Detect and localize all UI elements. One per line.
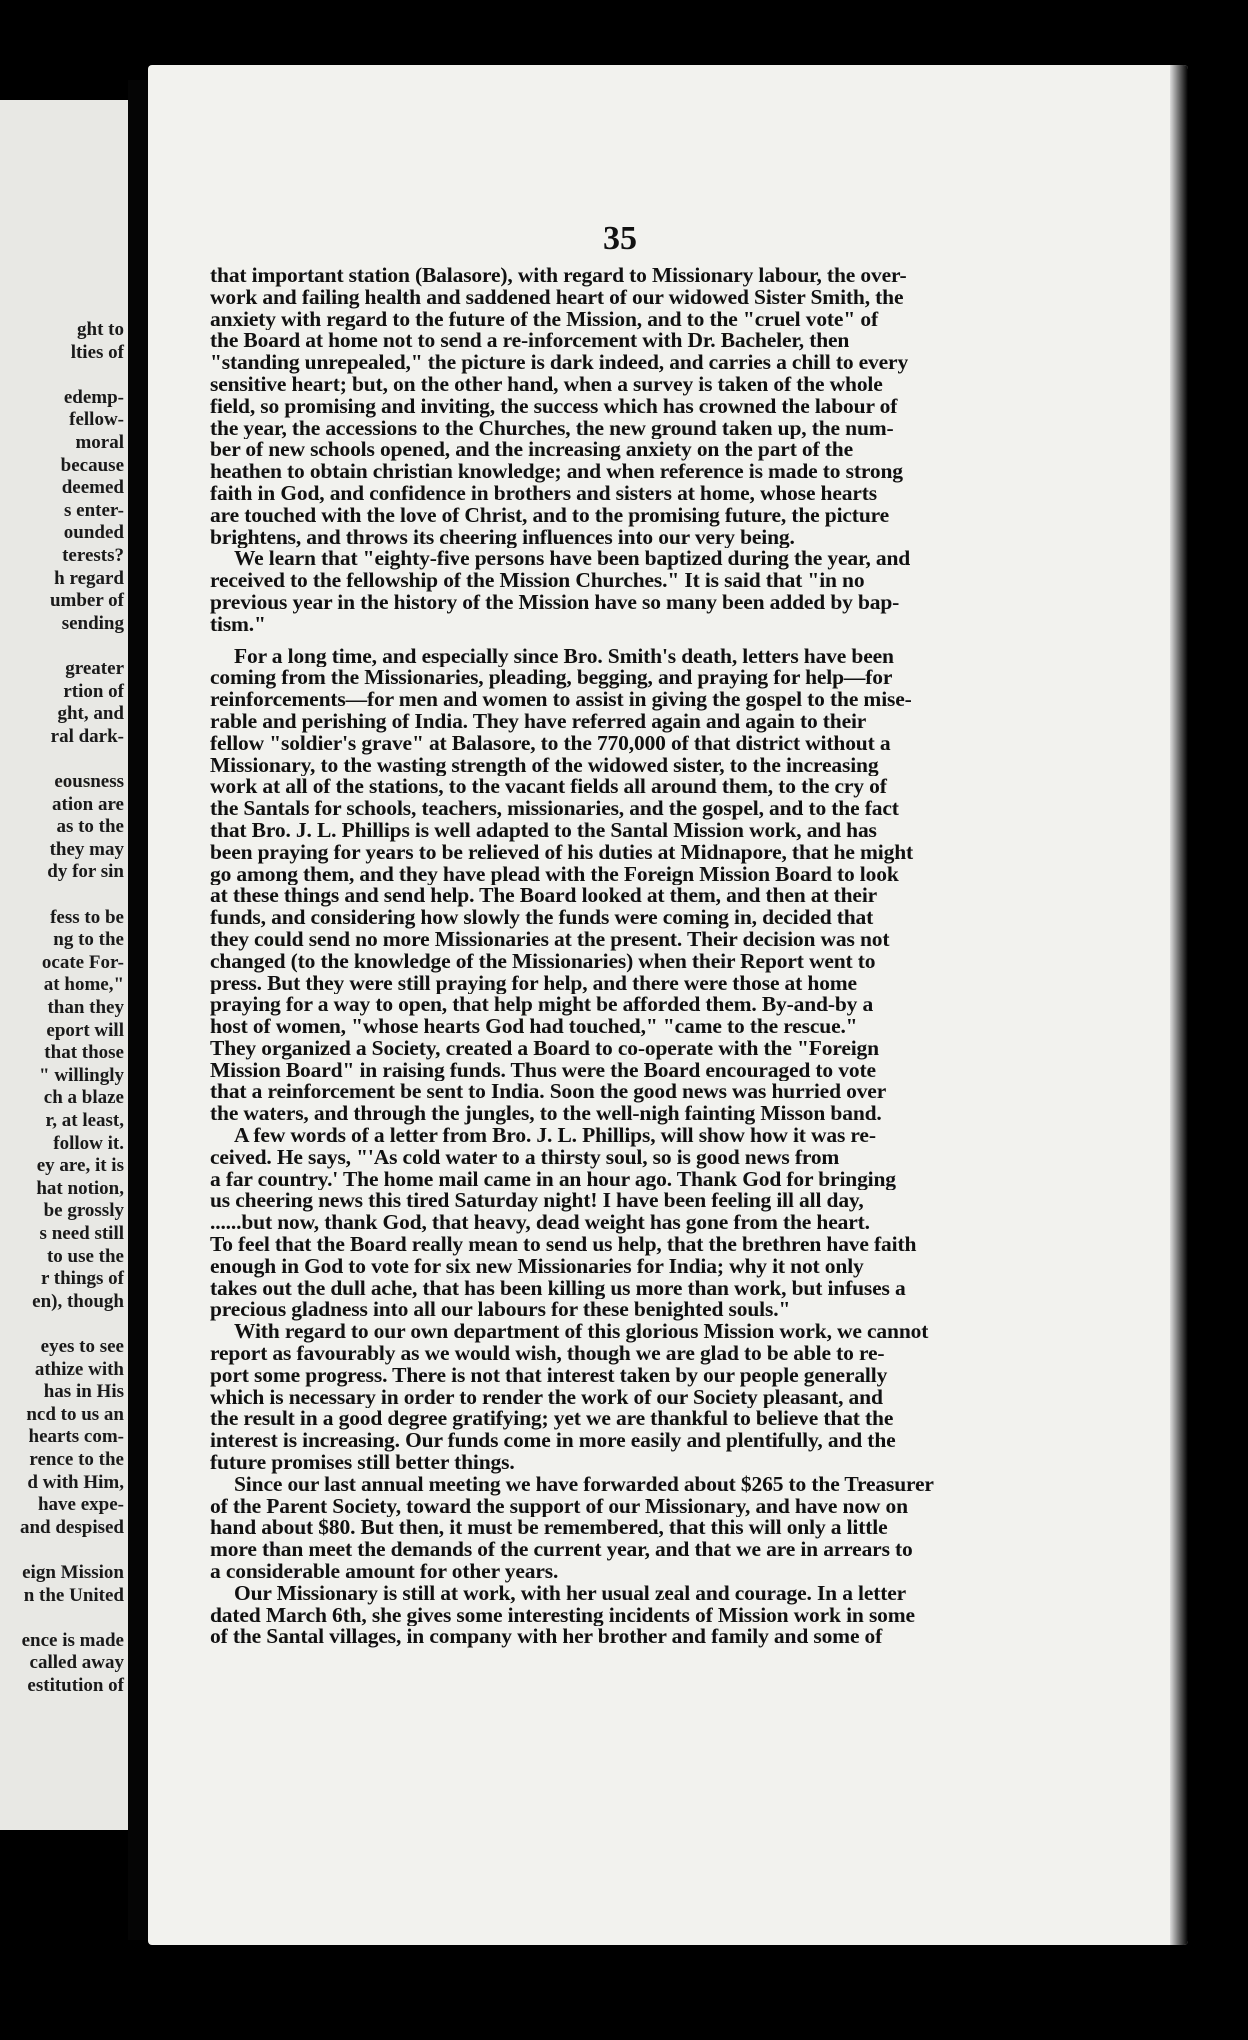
left-page-line: be grossly — [43, 1200, 124, 1222]
left-page-line: they may — [49, 838, 124, 860]
text-line: fellow "soldier's grave" at Balasore, to the 770,000 of that district without a — [210, 732, 891, 755]
text-line: work and failing health and saddened heart of our widowed Sister Smith, the — [210, 286, 904, 309]
left-page-line: called away — [29, 1652, 124, 1674]
text-line: received to the fellowship of the Mission Churches." It is said that "in no — [210, 570, 865, 592]
page-edge — [1170, 65, 1188, 1945]
text-line: the result in a good degree gratifying; yet we are thankful to believe that the — [210, 1408, 894, 1431]
left-page-line: eign Mission — [22, 1562, 124, 1583]
text-line: that important station (Balasore), with regard to Missionary labour, the over- — [210, 265, 907, 287]
text-line: go among them, and they have plead with the Foreign Mission Board to look — [210, 863, 899, 886]
left-page-line: eousness — [54, 771, 124, 792]
left-page-line: sending — [61, 612, 124, 634]
left-page-line: edemp- — [63, 386, 124, 408]
text-line: To feel that the Board really mean to send us help, that the brethren have faith — [210, 1234, 917, 1256]
text-line: coming from the Missionaries, pleading, begging, and praying for help—for — [210, 667, 893, 690]
left-page-line: ght, and — [57, 703, 124, 725]
text-line: that Bro. J. L. Phillips is well adapted to the Santal Mission work, and has — [210, 819, 877, 842]
text-line: heathen to obtain christian knowledge; and when reference is made to strong — [210, 461, 903, 483]
left-page-line: athize with — [34, 1358, 124, 1380]
book-gutter — [128, 80, 148, 1940]
text-line: field, so promising and inviting, the success which has crowned the labour of — [210, 395, 898, 418]
text-line: takes out the dull ache, that has been killing us more than work, but infuses a — [210, 1277, 906, 1300]
text-line: For a long time, and especially since Bro. Smith's death, letters have been — [234, 645, 894, 668]
text-line: brightens, and throws its cheering influences into our very being. — [210, 526, 795, 549]
text-line: reinforcements—for men and women to assist in giving the gospel to the mise- — [210, 689, 912, 711]
left-page-line: has in His — [43, 1381, 124, 1403]
page-number: 35 — [603, 220, 637, 257]
text-line: With regard to our own department of this glorious Mission work, we cannot — [234, 1321, 929, 1344]
text-line: a far country.' The home mail came in an hour ago. Thank God for bringing — [210, 1168, 896, 1191]
text-line: been praying for years to be relieved of his duties at Midnapore, that he might — [210, 841, 914, 864]
text-line: They organized a Society, created a Board to co-operate with the "Foreign — [210, 1037, 879, 1060]
left-page-line: hearts com- — [28, 1426, 124, 1448]
text-line: funds, and considering how slowly the funds were coming in, decided that — [210, 907, 874, 929]
text-line: dated March 6th, she gives some interesting incidents of Mission work in some — [210, 1604, 915, 1627]
left-page-line: greater — [65, 658, 124, 679]
text-line: at these things and send help. The Board looked at them, and then at their — [210, 885, 878, 908]
left-page-line: umber of — [49, 590, 124, 612]
left-page-fragment — [0, 100, 128, 1830]
text-line: port some progress. There is not that interest taken by our people generally — [210, 1364, 888, 1387]
text-line: ber of new schools opened, and the increasing anxiety on the part of the — [210, 439, 853, 462]
left-page-line: ation are — [52, 793, 124, 815]
text-line: Since our last annual meeting we have forwarded about $265 to the Treasurer — [234, 1473, 934, 1496]
left-page-line: terests? — [62, 545, 124, 566]
left-page-line: at home," — [43, 974, 124, 996]
left-page-line: follow it. — [53, 1132, 124, 1154]
body-text — [210, 265, 1155, 1648]
text-line: faith in God, and confidence in brothers and sisters at home, whose hearts — [210, 482, 877, 505]
text-line: anxiety with regard to the future of the Mission, and to the "cruel vote" of — [210, 308, 878, 331]
text-line: "standing unrepealed," the picture is dark indeed, and carries a chill to every — [210, 352, 909, 374]
text-line: are touched with the love of Christ, and to the promising future, the picture — [210, 504, 890, 527]
left-page-line: than they — [47, 997, 124, 1018]
text-line: that a reinforcement be sent to India. Soon the good news was hurried over — [210, 1081, 887, 1104]
left-page-line: that those — [44, 1042, 124, 1064]
text-line: ......but now, thank God, that heavy, dead weight has gone from the heart. — [210, 1212, 870, 1235]
left-page-line: ocate For- — [41, 951, 124, 973]
text-line: the year, the accessions to the Churches, the new ground taken up, the num- — [210, 417, 894, 440]
left-page-line: h regard — [54, 567, 124, 589]
left-page-line: rtion of — [63, 680, 124, 702]
text-line: Missionary, to the wasting strength of the widowed sister, to the increasing — [210, 754, 879, 777]
text-line: Mission Board" in raising funds. Thus were the Board encouraged to vote — [210, 1059, 876, 1082]
text-line: press. But they were still praying for help, and there were those at home — [210, 972, 857, 995]
left-page-line: ng to the — [53, 929, 124, 951]
text-line: A few words of a letter from Bro. J. L. Phillips, will show how it was re- — [234, 1125, 876, 1147]
left-page-line: because — [60, 454, 124, 476]
left-page-line: dy for sin — [47, 861, 124, 883]
left-page-line: eport will — [46, 1019, 124, 1041]
left-page-line: estitution of — [27, 1675, 124, 1696]
text-line: us cheering news this tired Saturday night! I have been feeling ill all day, — [210, 1190, 864, 1213]
text-line: ceived. He says, "'As cold water to a thirsty soul, so is good news from — [210, 1146, 840, 1169]
text-line: which is necessary in order to render the work of our Society pleasant, and — [210, 1386, 883, 1409]
text-line: We learn that "eighty-five persons have been baptized during the year, and — [234, 548, 911, 571]
left-page-line: hat notion, — [36, 1177, 124, 1199]
text-line: enough in God to vote for six new Missionaries for India; why it not only — [210, 1255, 864, 1278]
left-page-line: have expe- — [37, 1494, 124, 1516]
text-line: future promises still better things. — [210, 1452, 515, 1474]
text-line: praying for a way to open, that help might be afforded them. By-and-by a — [210, 994, 874, 1017]
text-line: the waters, and through the jungles, to the well-nigh fainting Misson band. — [210, 1103, 882, 1126]
left-page-line: en), though — [32, 1290, 124, 1312]
text-line: host of women, "whose hearts God had touched," "came to the rescue." — [210, 1016, 858, 1038]
text-line: a considerable amount for other years. — [210, 1561, 559, 1583]
left-page-line: ence is made — [21, 1629, 124, 1651]
left-page-line: s need still — [39, 1223, 124, 1244]
left-page-line: fess to be — [50, 906, 124, 928]
text-line: report as favourably as we would wish, though we are glad to be able to re- — [210, 1343, 885, 1365]
left-page-line: moral — [75, 432, 124, 453]
left-page-line: as to the — [56, 816, 124, 838]
left-page-line: n the United — [23, 1584, 124, 1606]
text-line: more than meet the demands of the current year, and that we are in arrears to — [210, 1539, 913, 1562]
left-page-line: eyes to see — [40, 1336, 124, 1357]
left-page-line: r, at least, — [45, 1110, 124, 1131]
left-page-line: ch a blaze — [43, 1087, 124, 1109]
left-page-line: ncd to us an — [26, 1403, 124, 1425]
text-line: work at all of the stations, to the vacant fields all around them, to the cry of — [210, 776, 887, 799]
text-line: the Santals for schools, teachers, missionaries, and the gospel, and to the fact — [210, 798, 899, 820]
left-page-line: fellow- — [69, 409, 124, 431]
left-page-line: and despised — [19, 1516, 124, 1538]
left-page-line: s enter- — [64, 499, 124, 521]
left-page-line: " willingly — [39, 1064, 124, 1086]
text-line: hand about $80. But then, it must be remembered, that this will only a little — [210, 1517, 888, 1540]
left-page-line: lties of — [70, 341, 124, 363]
left-page-line: ey are, it is — [36, 1155, 124, 1177]
text-line: rable and perishing of India. They have referred again and again to their — [210, 710, 867, 733]
left-page-line: ounded — [63, 522, 124, 544]
left-page-line: d with Him, — [27, 1471, 124, 1493]
text-line: changed (to the knowledge of the Missionaries) when their Report went to — [210, 950, 876, 973]
left-page-line: to use the — [46, 1245, 124, 1267]
left-page-line: rence to the — [29, 1449, 124, 1470]
text-line: of the Parent Society, toward the support of our Missionary, and have now on — [210, 1495, 908, 1518]
text-line: they could send no more Missionaries at the present. Their decision was not — [210, 928, 890, 951]
text-line: interest is increasing. Our funds come in more easily and plentifully, and the — [210, 1430, 896, 1453]
left-page-line: ght to — [77, 319, 124, 340]
text-line: precious gladness into all our labours for these benighted souls." — [210, 1299, 791, 1322]
left-page-line: r things of — [40, 1268, 124, 1290]
text-line: tism." — [210, 613, 266, 636]
text-line: the Board at home not to send a re-inforcement with Dr. Bacheler, then — [210, 330, 850, 353]
text-line: Our Missionary is still at work, with her usual zeal and courage. In a letter — [234, 1582, 907, 1605]
page — [148, 65, 1188, 1945]
text-line: previous year in the history of the Mission have so many been added by bap- — [210, 591, 900, 614]
left-page-line: deemed — [61, 477, 124, 499]
text-line: sensitive heart; but, on the other hand, when a survey is taken of the whole — [210, 373, 883, 396]
text-line: of the Santal villages, in company with her brother and family and some of — [210, 1626, 883, 1649]
left-page-line: ral dark- — [50, 725, 124, 747]
